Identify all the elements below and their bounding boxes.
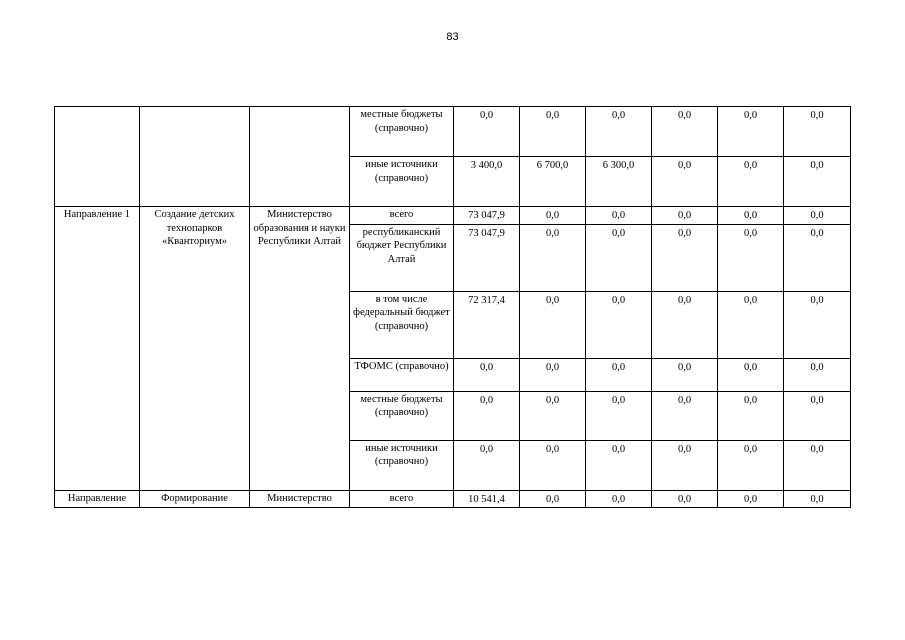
source-cell: иные источники (справочно) [350,440,454,490]
value-cell: 0,0 [718,207,784,225]
value-cell: 0,0 [784,157,851,207]
source-cell: в том числе федеральный бюджет (справочно) [350,291,454,358]
measure-name-cell [140,107,250,207]
value-cell: 10 541,4 [454,490,520,508]
value-cell: 0,0 [652,358,718,391]
direction-cell: Направление [55,490,140,508]
table-row [55,207,851,225]
value-cell: 3 400,0 [454,157,520,207]
value-cell: 6 300,0 [586,157,652,207]
executor-cell: Министерство [250,490,350,508]
source-cell: местные бюджеты (справочно) [350,107,454,157]
value-cell: 0,0 [784,107,851,157]
value-cell: 0,0 [784,440,851,490]
value-cell: 0,0 [784,358,851,391]
value-cell: 0,0 [652,291,718,358]
table-row [55,490,851,508]
value-cell: 0,0 [784,224,851,291]
value-cell: 0,0 [586,207,652,225]
value-cell: 73 047,9 [454,224,520,291]
source-cell: ТФОМС (справочно) [350,358,454,391]
value-cell: 0,0 [784,490,851,508]
direction-cell [55,107,140,207]
value-cell: 0,0 [520,224,586,291]
value-cell: 0,0 [718,291,784,358]
budget-table [54,106,851,508]
source-cell: всего [350,207,454,225]
value-cell: 0,0 [586,224,652,291]
value-cell: 0,0 [718,224,784,291]
value-cell: 0,0 [454,391,520,440]
value-cell: 0,0 [652,440,718,490]
value-cell: 6 700,0 [520,157,586,207]
value-cell: 0,0 [520,440,586,490]
value-cell: 0,0 [784,391,851,440]
value-cell: 0,0 [586,291,652,358]
value-cell: 0,0 [652,207,718,225]
direction-cell: Направление 1 [55,207,140,491]
value-cell: 0,0 [652,391,718,440]
value-cell: 0,0 [718,490,784,508]
value-cell: 0,0 [652,107,718,157]
value-cell: 0,0 [784,291,851,358]
value-cell: 0,0 [520,358,586,391]
value-cell: 73 047,9 [454,207,520,225]
measure-name-cell: Создание детских технопарков «Кванториум» [140,207,250,491]
source-cell: республиканский бюджет Республики Алтай [350,224,454,291]
measure-name-cell: Формирование [140,490,250,508]
source-cell: иные источники (справочно) [350,157,454,207]
value-cell: 0,0 [520,291,586,358]
value-cell: 0,0 [586,107,652,157]
value-cell: 0,0 [652,224,718,291]
value-cell: 0,0 [718,440,784,490]
value-cell: 0,0 [454,107,520,157]
value-cell: 0,0 [586,358,652,391]
value-cell: 0,0 [520,391,586,440]
value-cell: 0,0 [652,490,718,508]
value-cell: 0,0 [520,207,586,225]
value-cell: 0,0 [586,391,652,440]
value-cell: 0,0 [718,157,784,207]
value-cell: 0,0 [784,207,851,225]
value-cell: 0,0 [454,440,520,490]
value-cell: 0,0 [520,490,586,508]
value-cell: 72 317,4 [454,291,520,358]
value-cell: 0,0 [454,358,520,391]
source-cell: всего [350,490,454,508]
value-cell: 0,0 [718,358,784,391]
source-cell: местные бюджеты (справочно) [350,391,454,440]
table-row [55,107,851,157]
value-cell: 0,0 [718,107,784,157]
value-cell: 0,0 [718,391,784,440]
value-cell: 0,0 [586,490,652,508]
value-cell: 0,0 [652,157,718,207]
value-cell: 0,0 [586,440,652,490]
executor-cell: Министерство образования и науки Республики Алтай [250,207,350,491]
value-cell: 0,0 [520,107,586,157]
page-number: 83 [446,31,459,43]
executor-cell [250,107,350,207]
